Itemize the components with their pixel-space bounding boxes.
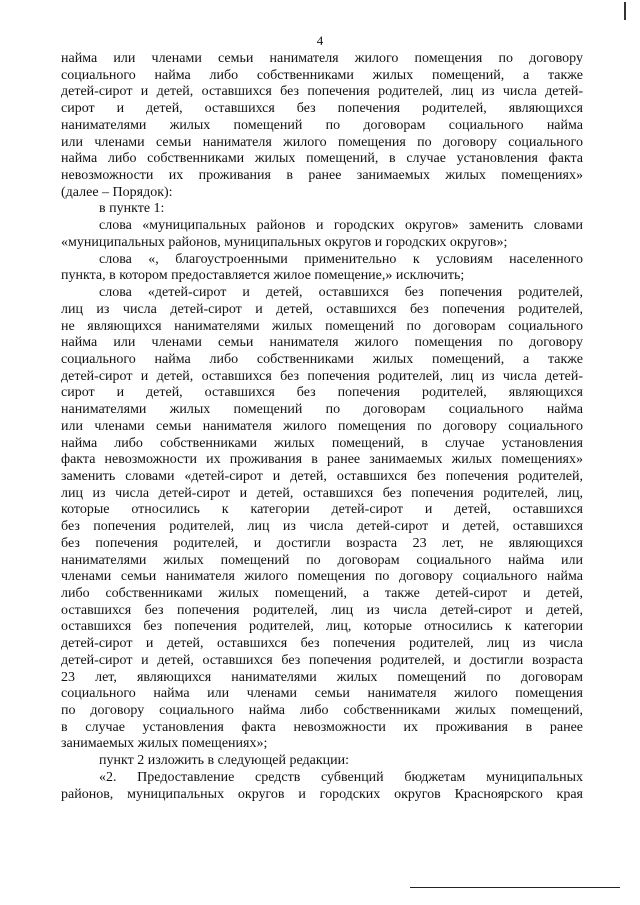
text-line: детей-сирот и детей, оставшихся без попечения родителей, лиц из числа детей- xyxy=(61,368,583,384)
text-line: либо собственниками жилых помещений, а также детей-сирот и детей, xyxy=(61,586,583,601)
text-line: социального найма или членами семьи нанимателя жилого помещения xyxy=(61,686,583,702)
footer-rule xyxy=(410,887,620,888)
text-line: без попечения родителей, лиц из числа детей-сирот и детей, оставшихся xyxy=(61,519,583,535)
text-line: нанимателями жилых помещений по договорам социального найма или xyxy=(61,552,583,568)
text-line: которые относились к категории детей-сирот и детей, оставшихся xyxy=(61,502,583,518)
text-line: лиц из числа детей-сирот и детей, оставшихся без попечения родителей, xyxy=(61,301,583,317)
text-line: пункта, в котором предоставляется жилое помещение,» исключить; xyxy=(61,268,465,284)
text-line: заменить словами «детей-сирот и детей, оставшихся без попечения родителей, xyxy=(61,468,583,484)
text-line: найма или членами семьи нанимателя жилого помещения по договору xyxy=(61,335,583,351)
text-line: 23 лет, являющихся нанимателями жилых помещений по договорам xyxy=(61,669,583,685)
text-line: не являющихся нанимателями жилых помещений по договорам социального xyxy=(61,318,583,334)
scan-edge-mark xyxy=(624,2,626,20)
body-text xyxy=(61,51,583,803)
text-line: или членами семьи нанимателя жилого помещения по договору социального xyxy=(61,134,583,150)
text-line: факта невозможности их проживания в ранее занимаемых жилых помещениях» xyxy=(61,452,583,468)
text-line: сирот и детей, оставшихся без попечения родителей, являющихся xyxy=(61,101,583,117)
text-line: лиц из числа детей-сирот и детей, оставшихся без попечения родителей, лиц, xyxy=(61,485,583,501)
text-line: сирот и детей, оставшихся без попечения родителей, являющихся xyxy=(61,385,583,401)
text-line: найма либо собственниками жилых помещений, в случае установления факта xyxy=(61,151,583,167)
text-line: социального найма либо собственниками жилых помещений, а также xyxy=(61,351,583,367)
text-line: социального найма либо собственниками жилых помещений, а также xyxy=(61,67,583,83)
text-line: членами семьи нанимателя жилого помещения по договору социального найма xyxy=(61,569,583,585)
text-line: в пункте 1: xyxy=(99,201,165,217)
text-line: «2. Предоставление средств субвенций бюджетам муниципальных xyxy=(99,769,583,785)
text-line: слова «муниципальных районов и городских округов» заменить словами xyxy=(99,218,583,234)
text-line: без попечения родителей, и достигли возраста 23 лет, не являющихся xyxy=(61,535,583,551)
text-line: или членами семьи нанимателя жилого помещения по договору социального xyxy=(61,418,583,434)
text-line: (далее – Порядок): xyxy=(61,184,173,200)
text-line: нанимателями жилых помещений по договорам социального найма xyxy=(61,402,583,418)
text-line: детей-сирот и детей, оставшихся без попечения родителей, и достигли возраста xyxy=(61,652,583,668)
text-line: «муниципальных районов, муниципальных округов и городских округов»; xyxy=(61,234,508,250)
text-line: детей-сирот и детей, оставшихся без попечения родителей, лиц из числа xyxy=(61,636,583,652)
text-line: слова «детей-сирот и детей, оставшихся без попечения родителей, xyxy=(99,285,583,301)
text-line: занимаемых жилых помещениях»; xyxy=(61,736,268,752)
text-line: в случае установления факта невозможности их проживания в ранее xyxy=(61,719,583,735)
text-line: районов, муниципальных округов и городских округов Красноярского края xyxy=(61,786,583,802)
text-line: оставшихся без попечения родителей, лиц, которые относились к категории xyxy=(61,619,583,635)
text-line: по договору социального найма либо собственниками жилых помещений, xyxy=(61,703,583,719)
text-line: нанимателями жилых помещений по договорам социального найма xyxy=(61,117,583,133)
text-line: слова «, благоустроенными применительно к условиям населенного xyxy=(99,251,583,267)
text-line: найма либо собственниками жилых помещений, в случае установления xyxy=(61,435,583,451)
text-line: невозможности их проживания в ранее занимаемых жилых помещениях» xyxy=(61,168,583,184)
text-line: оставшихся без попечения родителей, лиц из числа детей-сирот и детей, xyxy=(61,602,583,618)
page-number: 4 xyxy=(316,33,324,48)
text-line: пункт 2 изложить в следующей редакции: xyxy=(99,753,349,769)
text-line: найма или членами семьи нанимателя жилого помещения по договору xyxy=(61,51,583,66)
text-line: детей-сирот и детей, оставшихся без попечения родителей, лиц из числа детей- xyxy=(61,84,583,100)
